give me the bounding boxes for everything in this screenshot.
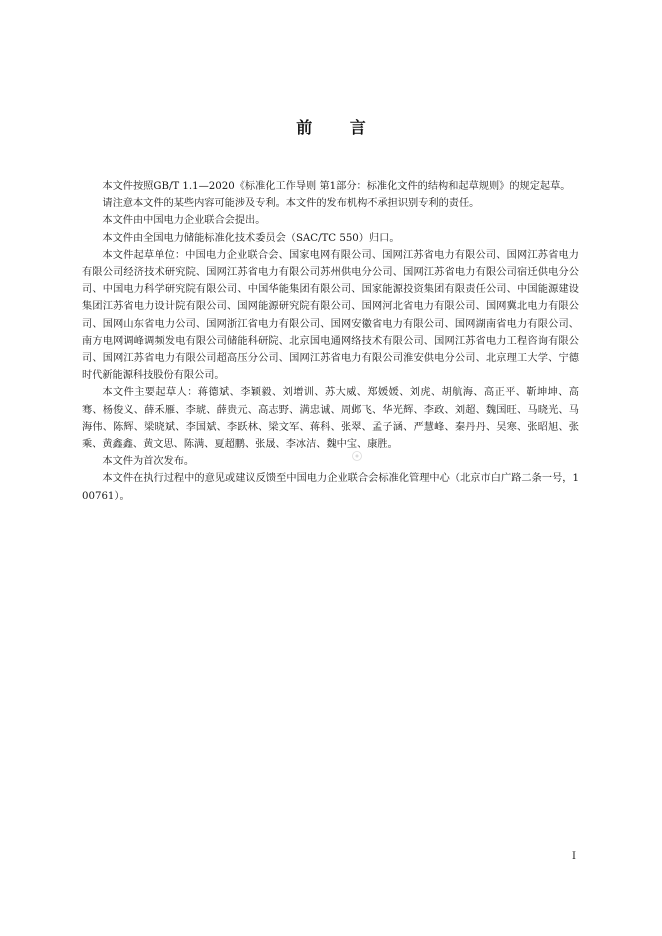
foreword-body	[82, 178, 579, 505]
paragraph-drafters: 本文件主要起草人：蒋德斌、李颖毅、刘增训、苏大威、郑媛媛、刘虎、胡航海、高正平、靳坤坤、高骞、杨俊义、薛禾雁、李琥、薛贵元、高志野、满忠诚、周邺飞、华光辉、李政、刘超、魏国旺、马晓光、马海伟、陈辉、梁晓斌、李国斌、李跃林、梁文军、蒋科、张翠、孟子涵、严慧峰、秦丹丹、吴寒、张昭旭、张乘、黄鑫鑫、黄文思、陈满、夏超鹏、张晟、李冰洁、魏中宝、康胜。	[82, 387, 579, 451]
paragraph-drafting-units: 本文件起草单位：中国电力企业联合会、国家电网有限公司、国网江苏省电力有限公司、国网江苏省电力有限公司经济技术研究院、国网江苏省电力有限公司苏州供电分公司、国网江苏省电力有限公司宿迁供电分公司、中国电力科学研究院有限公司、中国华能集团有限公司、国家能源投资集团有限责任公司、中国能源建设集团江苏省电力设计院有限公司、国网能源研究院有限公司、国网河北省电力有限公司、国网冀北电力有限公司、国网山东省电力公司、国网浙江省电力有限公司、国网安徽省电力有限公司、国网湖南省电力有限公司、南方电网调峰调频发电有限公司储能科研院、北京国电通网络技术有限公司、国网江苏省电力工程咨询有限公司、国网江苏省电力有限公司超高压分公司、国网江苏省电力有限公司淮安供电分公司、北京理工大学、宁德时代新能源科技股份有限公司。	[82, 249, 579, 382]
paragraph-feedback: 本文件在执行过程中的意见或建议反馈至中国电力企业联合会标准化管理中心（北京市白广路二条一号，100761）。	[82, 473, 579, 502]
paragraph-drafting-rules: 本文件按照GB/T 1.1—2020《标准化工作导则 第1部分：标准化文件的结构和起草规则》的规定起草。	[102, 181, 571, 192]
paragraph-patent-notice: 请注意本文件的某些内容可能涉及专利。本文件的发布机构不承担识别专利的责任。	[102, 198, 480, 210]
paragraph-committee: 本文件由全国电力储能标准化技术委员会（SAC/TC 550）归口。	[102, 232, 400, 244]
paragraph-proposer: 本文件由中国电力企业联合会提出。	[102, 215, 266, 227]
page-number: I	[572, 851, 576, 862]
page-title: 前 言	[296, 118, 382, 137]
watermark-mark	[351, 450, 363, 462]
paragraph-first-release: 本文件为首次发布。	[102, 456, 195, 468]
